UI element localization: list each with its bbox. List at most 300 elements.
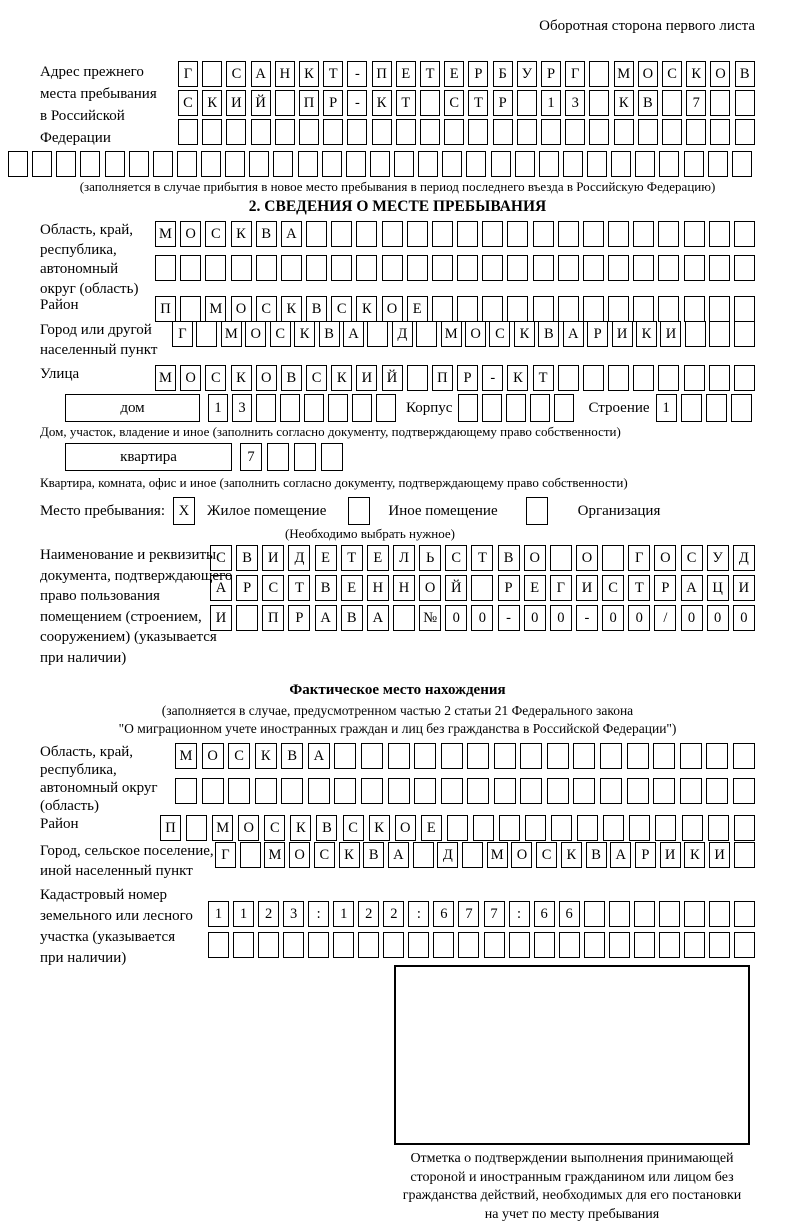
char-box (600, 778, 622, 804)
district-block (40, 296, 755, 322)
cadastral-block (40, 885, 755, 969)
char-box (407, 365, 428, 391)
char-box (709, 221, 730, 247)
char-box: К (684, 842, 705, 868)
char-box: И (709, 842, 730, 868)
actual-region-label (40, 743, 175, 815)
char-box (457, 255, 478, 281)
apartment-number-boxes (240, 443, 343, 471)
char-box: - (482, 365, 503, 391)
char-box: Е (367, 545, 389, 571)
char-box: У (517, 61, 537, 87)
char-box: Р (323, 90, 343, 116)
char-box (709, 901, 730, 927)
char-box: В (586, 842, 607, 868)
char-box (482, 296, 503, 322)
char-box (32, 151, 52, 177)
char-box (394, 151, 414, 177)
char-box (473, 815, 494, 841)
char-box (494, 778, 516, 804)
char-box: К (331, 365, 352, 391)
char-box (629, 815, 650, 841)
char-box (600, 743, 622, 769)
char-box (304, 394, 324, 422)
char-box (551, 815, 572, 841)
char-box: - (576, 605, 598, 631)
char-box (659, 901, 680, 927)
char-box (458, 394, 478, 422)
char-box (509, 932, 530, 958)
text-line: в Российской (40, 105, 178, 127)
char-box-row (208, 932, 755, 958)
char-box: Т (533, 365, 554, 391)
char-box (547, 778, 569, 804)
char-box: О (256, 365, 277, 391)
char-box: К (369, 815, 390, 841)
char-box: О (419, 575, 441, 601)
char-box (407, 255, 428, 281)
char-box (388, 778, 410, 804)
char-box (609, 932, 630, 958)
char-box: К (299, 61, 319, 87)
char-box (372, 119, 392, 145)
cadastral-label (40, 885, 208, 969)
char-box: П (160, 815, 181, 841)
char-box (680, 778, 702, 804)
char-box (275, 90, 295, 116)
char-box (208, 932, 229, 958)
char-box (233, 932, 254, 958)
char-box: Р (635, 842, 656, 868)
char-box (175, 778, 197, 804)
char-box (299, 119, 319, 145)
char-box: 6 (534, 901, 555, 927)
char-box (383, 932, 404, 958)
char-box (370, 151, 390, 177)
char-box (735, 119, 755, 145)
char-box (416, 321, 437, 347)
char-box (684, 901, 705, 927)
char-box: Г (628, 545, 650, 571)
prev-address-label (40, 61, 178, 149)
korpus-boxes (458, 394, 574, 422)
char-box: М (155, 365, 176, 391)
char-box: И (210, 605, 232, 631)
char-box (180, 296, 201, 322)
char-box: С (536, 842, 557, 868)
char-box: К (231, 221, 252, 247)
char-box: Е (407, 296, 428, 322)
char-box (432, 221, 453, 247)
char-box (614, 119, 634, 145)
stay-type-note: (Необходимо выбрать нужное) (190, 526, 550, 542)
char-box: В (638, 90, 658, 116)
char-box: О (245, 321, 266, 347)
char-box (709, 365, 730, 391)
text-line: земельного или лесного (40, 906, 208, 927)
char-box (507, 255, 528, 281)
char-box: И (262, 545, 284, 571)
char-box: А (251, 61, 271, 87)
char-box (226, 119, 246, 145)
char-box (484, 932, 505, 958)
char-box (447, 815, 468, 841)
char-box (710, 119, 730, 145)
char-box (56, 151, 76, 177)
char-box: Д (288, 545, 310, 571)
char-box (517, 90, 537, 116)
char-box (734, 932, 755, 958)
char-box: 0 (471, 605, 493, 631)
char-box: Т (628, 575, 650, 601)
city-block (40, 321, 755, 360)
char-box (273, 151, 293, 177)
char-box: : (408, 901, 429, 927)
text-line: при наличии) (40, 948, 208, 969)
char-box (658, 221, 679, 247)
char-box: М (614, 61, 634, 87)
char-box (462, 842, 483, 868)
char-box (659, 151, 679, 177)
char-box: - (347, 61, 367, 87)
char-box: Р (288, 605, 310, 631)
text-line: Кадастровый номер (40, 885, 208, 906)
char-box: Й (445, 575, 467, 601)
char-box (346, 151, 366, 177)
char-box: Т (471, 545, 493, 571)
char-box-row (155, 221, 755, 247)
char-box (709, 255, 730, 281)
char-box (685, 321, 706, 347)
char-box (558, 365, 579, 391)
char-box: С (228, 743, 250, 769)
char-box: С (262, 575, 284, 601)
char-box (530, 394, 550, 422)
char-box (655, 815, 676, 841)
char-box: К (255, 743, 277, 769)
char-box: Т (468, 90, 488, 116)
char-box (733, 778, 755, 804)
char-box (734, 221, 755, 247)
char-box: С (331, 296, 352, 322)
char-box (396, 119, 416, 145)
char-box: О (524, 545, 546, 571)
char-box: Р (587, 321, 608, 347)
char-box (467, 778, 489, 804)
char-box (525, 815, 546, 841)
char-box (554, 394, 574, 422)
char-box (333, 932, 354, 958)
char-box (205, 255, 226, 281)
char-box (256, 255, 277, 281)
char-box: Т (323, 61, 343, 87)
char-box: Р (236, 575, 258, 601)
char-box (129, 151, 149, 177)
section2-title: 2. СВЕДЕНИЯ О МЕСТЕ ПРЕБЫВАНИЯ (40, 198, 755, 216)
char-box: А (367, 605, 389, 631)
char-box (376, 394, 396, 422)
apartment-line (40, 443, 755, 471)
char-box-row (155, 365, 755, 391)
char-box: П (155, 296, 176, 322)
char-box (583, 221, 604, 247)
char-box (734, 255, 755, 281)
char-box: И (356, 365, 377, 391)
korpus-label: Корпус (406, 400, 452, 417)
char-box: 1 (208, 394, 228, 422)
char-box: Е (421, 815, 442, 841)
char-box (420, 90, 440, 116)
char-box (414, 778, 436, 804)
char-box (706, 394, 727, 422)
char-box: О (710, 61, 730, 87)
char-box (225, 151, 245, 177)
text-line: помещением (строением, (40, 607, 210, 628)
char-box (281, 255, 302, 281)
char-box (382, 255, 403, 281)
char-box: Р (541, 61, 561, 87)
char-box: А (610, 842, 631, 868)
char-box: 1 (208, 901, 229, 927)
char-box (466, 151, 486, 177)
char-box: С (444, 90, 464, 116)
char-box: А (388, 842, 409, 868)
char-box: 7 (240, 443, 262, 471)
text-line: Отметка о подтверждении выполнения принимающей (372, 1150, 772, 1169)
char-box: М (205, 296, 226, 322)
char-box: О (576, 545, 598, 571)
char-box (298, 151, 318, 177)
char-box (356, 255, 377, 281)
char-box (638, 119, 658, 145)
char-box (706, 778, 728, 804)
char-box (589, 119, 609, 145)
char-box: В (281, 743, 303, 769)
char-box (331, 255, 352, 281)
actual-city-label (40, 842, 215, 881)
char-box (708, 151, 728, 177)
char-box: С (314, 842, 335, 868)
char-box: О (238, 815, 259, 841)
char-box: П (299, 90, 319, 116)
char-box (577, 815, 598, 841)
char-box: С (306, 365, 327, 391)
char-box: В (281, 365, 302, 391)
char-box (507, 296, 528, 322)
char-box: П (432, 365, 453, 391)
actual-city-block (40, 842, 755, 881)
char-box-row (172, 321, 755, 347)
char-box (499, 815, 520, 841)
char-box: А (563, 321, 584, 347)
char-box (659, 932, 680, 958)
char-box (186, 815, 207, 841)
char-box: О (289, 842, 310, 868)
char-box: О (202, 743, 224, 769)
char-box: О (511, 842, 532, 868)
char-box: В (256, 221, 277, 247)
page-side-note: Оборотная сторона первого листа (40, 18, 755, 35)
district-label: Район (40, 296, 155, 316)
char-box: О (465, 321, 486, 347)
char-box (732, 151, 752, 177)
actual-location-caption (40, 702, 755, 738)
checkbox-residential: X (173, 497, 195, 525)
char-box (520, 778, 542, 804)
char-box: О (231, 296, 252, 322)
char-box (323, 119, 343, 145)
char-box-row (178, 61, 755, 87)
char-box (294, 443, 316, 471)
char-box (177, 151, 197, 177)
char-box (558, 296, 579, 322)
char-box: Г (550, 575, 572, 601)
actual-location-title: Фактическое место нахождения (40, 682, 755, 699)
char-box (608, 296, 629, 322)
char-box: И (576, 575, 598, 601)
text-line: документа, подтверждающего (40, 566, 210, 587)
char-box (306, 221, 327, 247)
char-box (602, 545, 624, 571)
char-box (608, 221, 629, 247)
char-box-row (175, 743, 755, 769)
char-box (563, 151, 583, 177)
apartment-caption: Квартира, комната, офис и иное (заполнить согласно документу, подтверждающему право собственности) (40, 475, 755, 491)
char-box (468, 119, 488, 145)
char-box (734, 365, 755, 391)
char-box: Т (420, 61, 440, 87)
text-line: право пользования (40, 586, 210, 607)
char-box (331, 221, 352, 247)
char-box: Е (524, 575, 546, 601)
char-box: С (489, 321, 510, 347)
char-box (573, 743, 595, 769)
char-box (734, 321, 755, 347)
char-box (731, 394, 752, 422)
char-box: Т (288, 575, 310, 601)
char-box: Т (396, 90, 416, 116)
char-box (361, 778, 383, 804)
char-box (541, 119, 561, 145)
char-box: У (707, 545, 729, 571)
char-box (686, 119, 706, 145)
char-box: 2 (258, 901, 279, 927)
char-box (534, 932, 555, 958)
char-box (608, 255, 629, 281)
char-box: № (419, 605, 441, 631)
char-box: И (660, 321, 681, 347)
char-box (280, 394, 300, 422)
char-box: О (395, 815, 416, 841)
char-box: Г (178, 61, 198, 87)
text-line: Наименование и реквизиты (40, 545, 210, 566)
char-box (734, 815, 755, 841)
char-box: К (514, 321, 535, 347)
char-box: С (343, 815, 364, 841)
char-box: Л (393, 545, 415, 571)
char-box (634, 901, 655, 927)
region-label (40, 221, 155, 299)
char-box (547, 743, 569, 769)
char-box: В (498, 545, 520, 571)
option-other-premises-label: Иное помещение (388, 503, 497, 520)
char-box (684, 255, 705, 281)
char-box (587, 151, 607, 177)
char-box: А (681, 575, 703, 601)
char-box: В (341, 605, 363, 631)
char-box: Р (468, 61, 488, 87)
char-box-row (215, 842, 755, 868)
char-box (255, 778, 277, 804)
char-box: 0 (550, 605, 572, 631)
char-box (180, 255, 201, 281)
char-box (356, 221, 377, 247)
char-box (432, 296, 453, 322)
char-box: К (356, 296, 377, 322)
char-box (441, 743, 463, 769)
char-box (393, 605, 415, 631)
text-line: участка (указывается (40, 927, 208, 948)
char-box (471, 575, 493, 601)
text-line: места пребывания (40, 83, 178, 105)
char-box: Г (565, 61, 585, 87)
char-box (358, 932, 379, 958)
char-box (733, 743, 755, 769)
char-box (627, 778, 649, 804)
char-box: К (372, 90, 392, 116)
char-box: 0 (602, 605, 624, 631)
char-box: К (231, 365, 252, 391)
char-box: - (347, 90, 367, 116)
char-box (308, 778, 330, 804)
char-box: В (363, 842, 384, 868)
char-box-row (160, 815, 755, 841)
actual-region-rows (175, 743, 755, 804)
char-box (361, 743, 383, 769)
char-box (589, 90, 609, 116)
document-block (40, 545, 755, 668)
char-box (321, 443, 343, 471)
char-box-row (175, 778, 755, 804)
char-box (249, 151, 269, 177)
char-box-row (210, 575, 755, 601)
char-box-row (210, 545, 755, 571)
char-box (709, 932, 730, 958)
char-box: К (561, 842, 582, 868)
char-box (565, 119, 585, 145)
stamp-area (394, 965, 750, 1145)
char-box (634, 932, 655, 958)
char-box: С (270, 321, 291, 347)
char-box (611, 151, 631, 177)
text-line: иной населенный пункт (40, 862, 215, 882)
char-box: В (306, 296, 327, 322)
char-box: Н (393, 575, 415, 601)
char-box: 2 (383, 901, 404, 927)
stroenie-boxes (656, 394, 752, 422)
char-box (407, 221, 428, 247)
char-box (533, 255, 554, 281)
char-box: Е (341, 575, 363, 601)
char-box (709, 296, 730, 322)
char-box (710, 90, 730, 116)
text-line: Федерации (40, 127, 178, 149)
char-box (684, 296, 705, 322)
char-box (583, 255, 604, 281)
char-box (653, 743, 675, 769)
stay-type-line (40, 497, 755, 525)
char-box: Е (315, 545, 337, 571)
